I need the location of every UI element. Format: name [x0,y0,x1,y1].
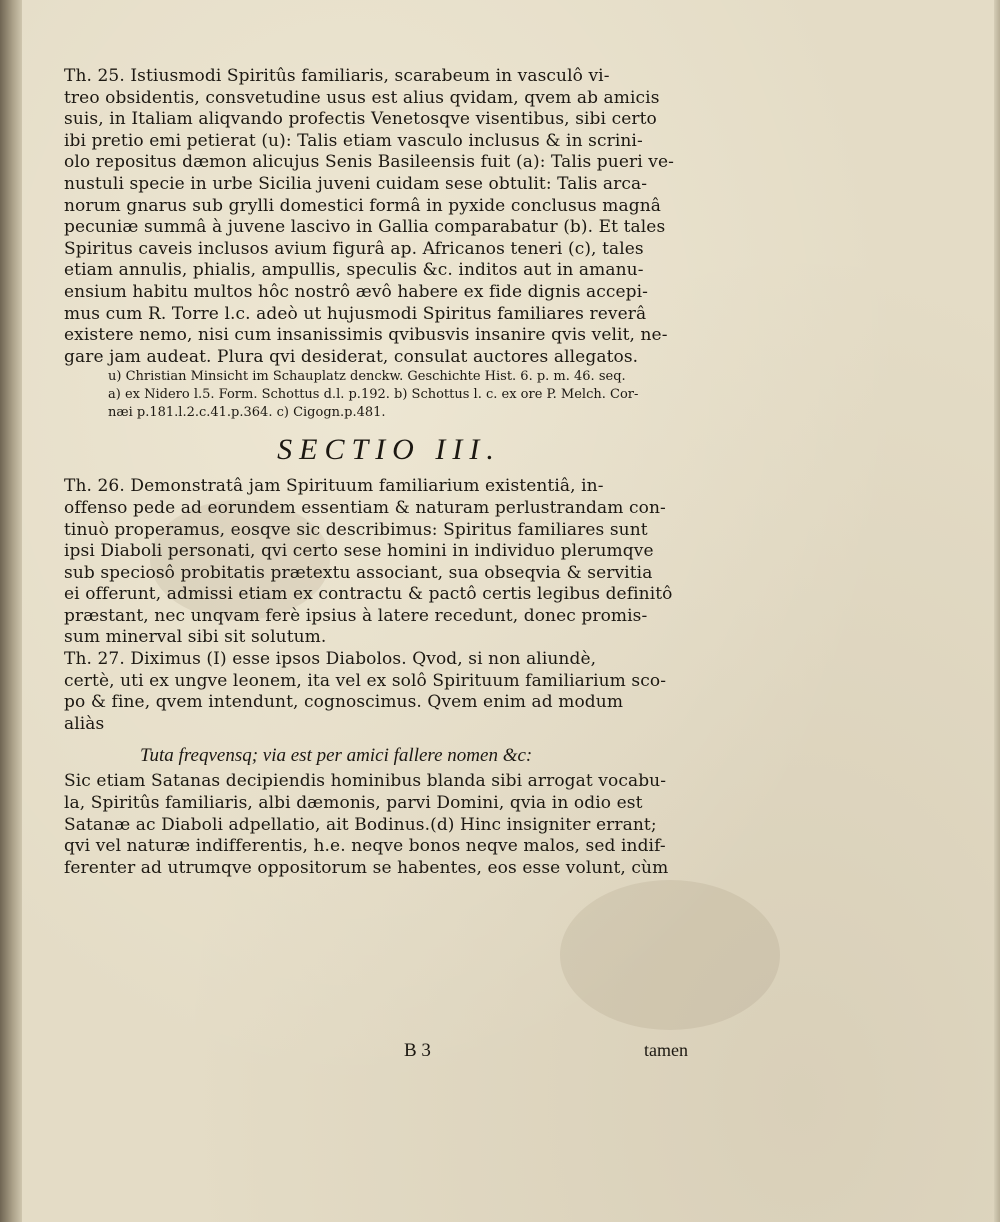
text-line: mus cum R. Torre l.c. adeò ut hujusmodi Spiritus familiares reverâ [64,303,647,324]
text-line: sub speciosô probitatis prætextu associant, sua obseqvia & servitia [64,562,653,583]
catchword: tamen [644,1040,688,1060]
text-line: pecuniæ summâ à juvene lascivo in Gallia comparabatur (b). Et tales [64,217,666,238]
text-line: nustuli specie in urbe Sicilia juveni cuidam sese obtulit: Talis arca- [64,173,648,194]
text-line: Th. 27. Diximus (I) esse ipsos Diabolos. Qvod, si non aliundè, [64,649,597,670]
text-line: Th. 25. Istiusmodi Spiritûs familiaris, scarabeum in vasculô vi- [64,66,610,86]
text-line: qvi vel naturæ indifferentis, h.e. neqve bonos neqve malos, sed indif- [64,836,666,857]
text-line: suis, in Italiam aliqvando profectis Venetosqve visentibus, sibi certo [64,109,657,130]
text-line: tinuò properamus, eosqve sic describimus: Spiritus familiares sunt [64,519,648,540]
text-line: Satanæ ac Diaboli adpellatio, ait Bodinus.(d) Hinc insigniter errant; [64,814,657,835]
main-paragraph [64,66,714,368]
text-line: la, Spiritûs familiaris, albi dæmonis, parvi Domini, qvia in odio est [64,793,643,814]
text-line: Sic etiam Satanas decipiendis hominibus blanda sibi arrogat vocabu- [64,771,667,792]
text-block [64,66,714,879]
text-line: treo obsidentis, consvetudine usus est alius qvidam, qvem ab amicis [64,87,660,108]
text-line: etiam annulis, phialis, ampullis, speculis &c. inditos aut in amanu- [64,260,644,281]
section-paragraph [64,476,714,735]
text-line: ipsi Diaboli personati, qvi certo sese homini in individuo plerumqve [64,541,654,562]
text-line: aliàs [64,713,105,734]
footnote-line: næi p.181.l.2.c.41.p.364. c) Cigogn.p.481. [108,405,386,421]
footnotes [64,368,714,422]
text-line: offenso pede ad eorundem essentiam & naturam perlustrandam con- [64,497,666,518]
footnote-line: u) Christian Minsicht im Schauplatz denckw. Geschichte Hist. 6. p. m. 46. seq. [108,369,626,385]
text-line: norum gnarus sub grylli domestici formâ in pyxide conclusus magnâ [64,195,661,216]
text-line: ferenter ad utrumqve oppositorum se habentes, eos esse volunt, cùm [64,857,669,878]
text-line: Th. 26. Demonstratâ jam Spirituum familiarium existentiâ, in- [64,476,604,497]
verse-quotation: Tuta freqvensq; via est per amici fallere nomen &c: [140,745,533,767]
text-line: ensium habitu multos hôc nostrô ævô habere ex fide dignis accepi- [64,281,649,302]
text-line: sum minerval sibi sit solutum. [64,627,327,648]
page-edge [994,0,1000,1222]
section-heading: SECTIO III. [277,433,501,467]
text-line: præstant, nec unqvam ferè ipsius à latere recedunt, donec promis- [64,605,648,626]
text-line: existere nemo, nisi cum insanissimis qvibusvis insanire qvis velit, ne- [64,325,668,346]
signature-mark: B 3 [404,1040,431,1061]
text-line: ei offerunt, admissi etiam ex contractu & pactô certis legibus definitô [64,584,673,605]
footnote-line: a) ex Nidero l.5. Form. Schottus d.l. p.192. b) Schottus l. c. ex ore P. Melch. Cor- [108,387,639,403]
text-line: certè, uti ex ungve leonem, ita vel ex solô Spirituum familiarium sco- [64,670,667,691]
paper-stain [560,880,780,1030]
text-line: gare jam audeat. Plura qvi desiderat, consulat auctores allegatos. [64,346,639,367]
closing-paragraph [64,771,714,879]
text-line: olo repositus dæmon alicujus Senis Basileensis fuit (a): Talis pueri ve- [64,152,674,173]
text-line: ibi pretio emi petierat (u): Talis etiam vasculo inclusus & in scrini- [64,130,643,151]
text-line: Spiritus caveis inclusos avium figurâ ap. Africanos teneri (c), tales [64,238,644,259]
text-line: po & fine, qvem intendunt, cognoscimus. Qvem enim ad modum [64,692,624,713]
book-spine-edge [0,0,22,1222]
